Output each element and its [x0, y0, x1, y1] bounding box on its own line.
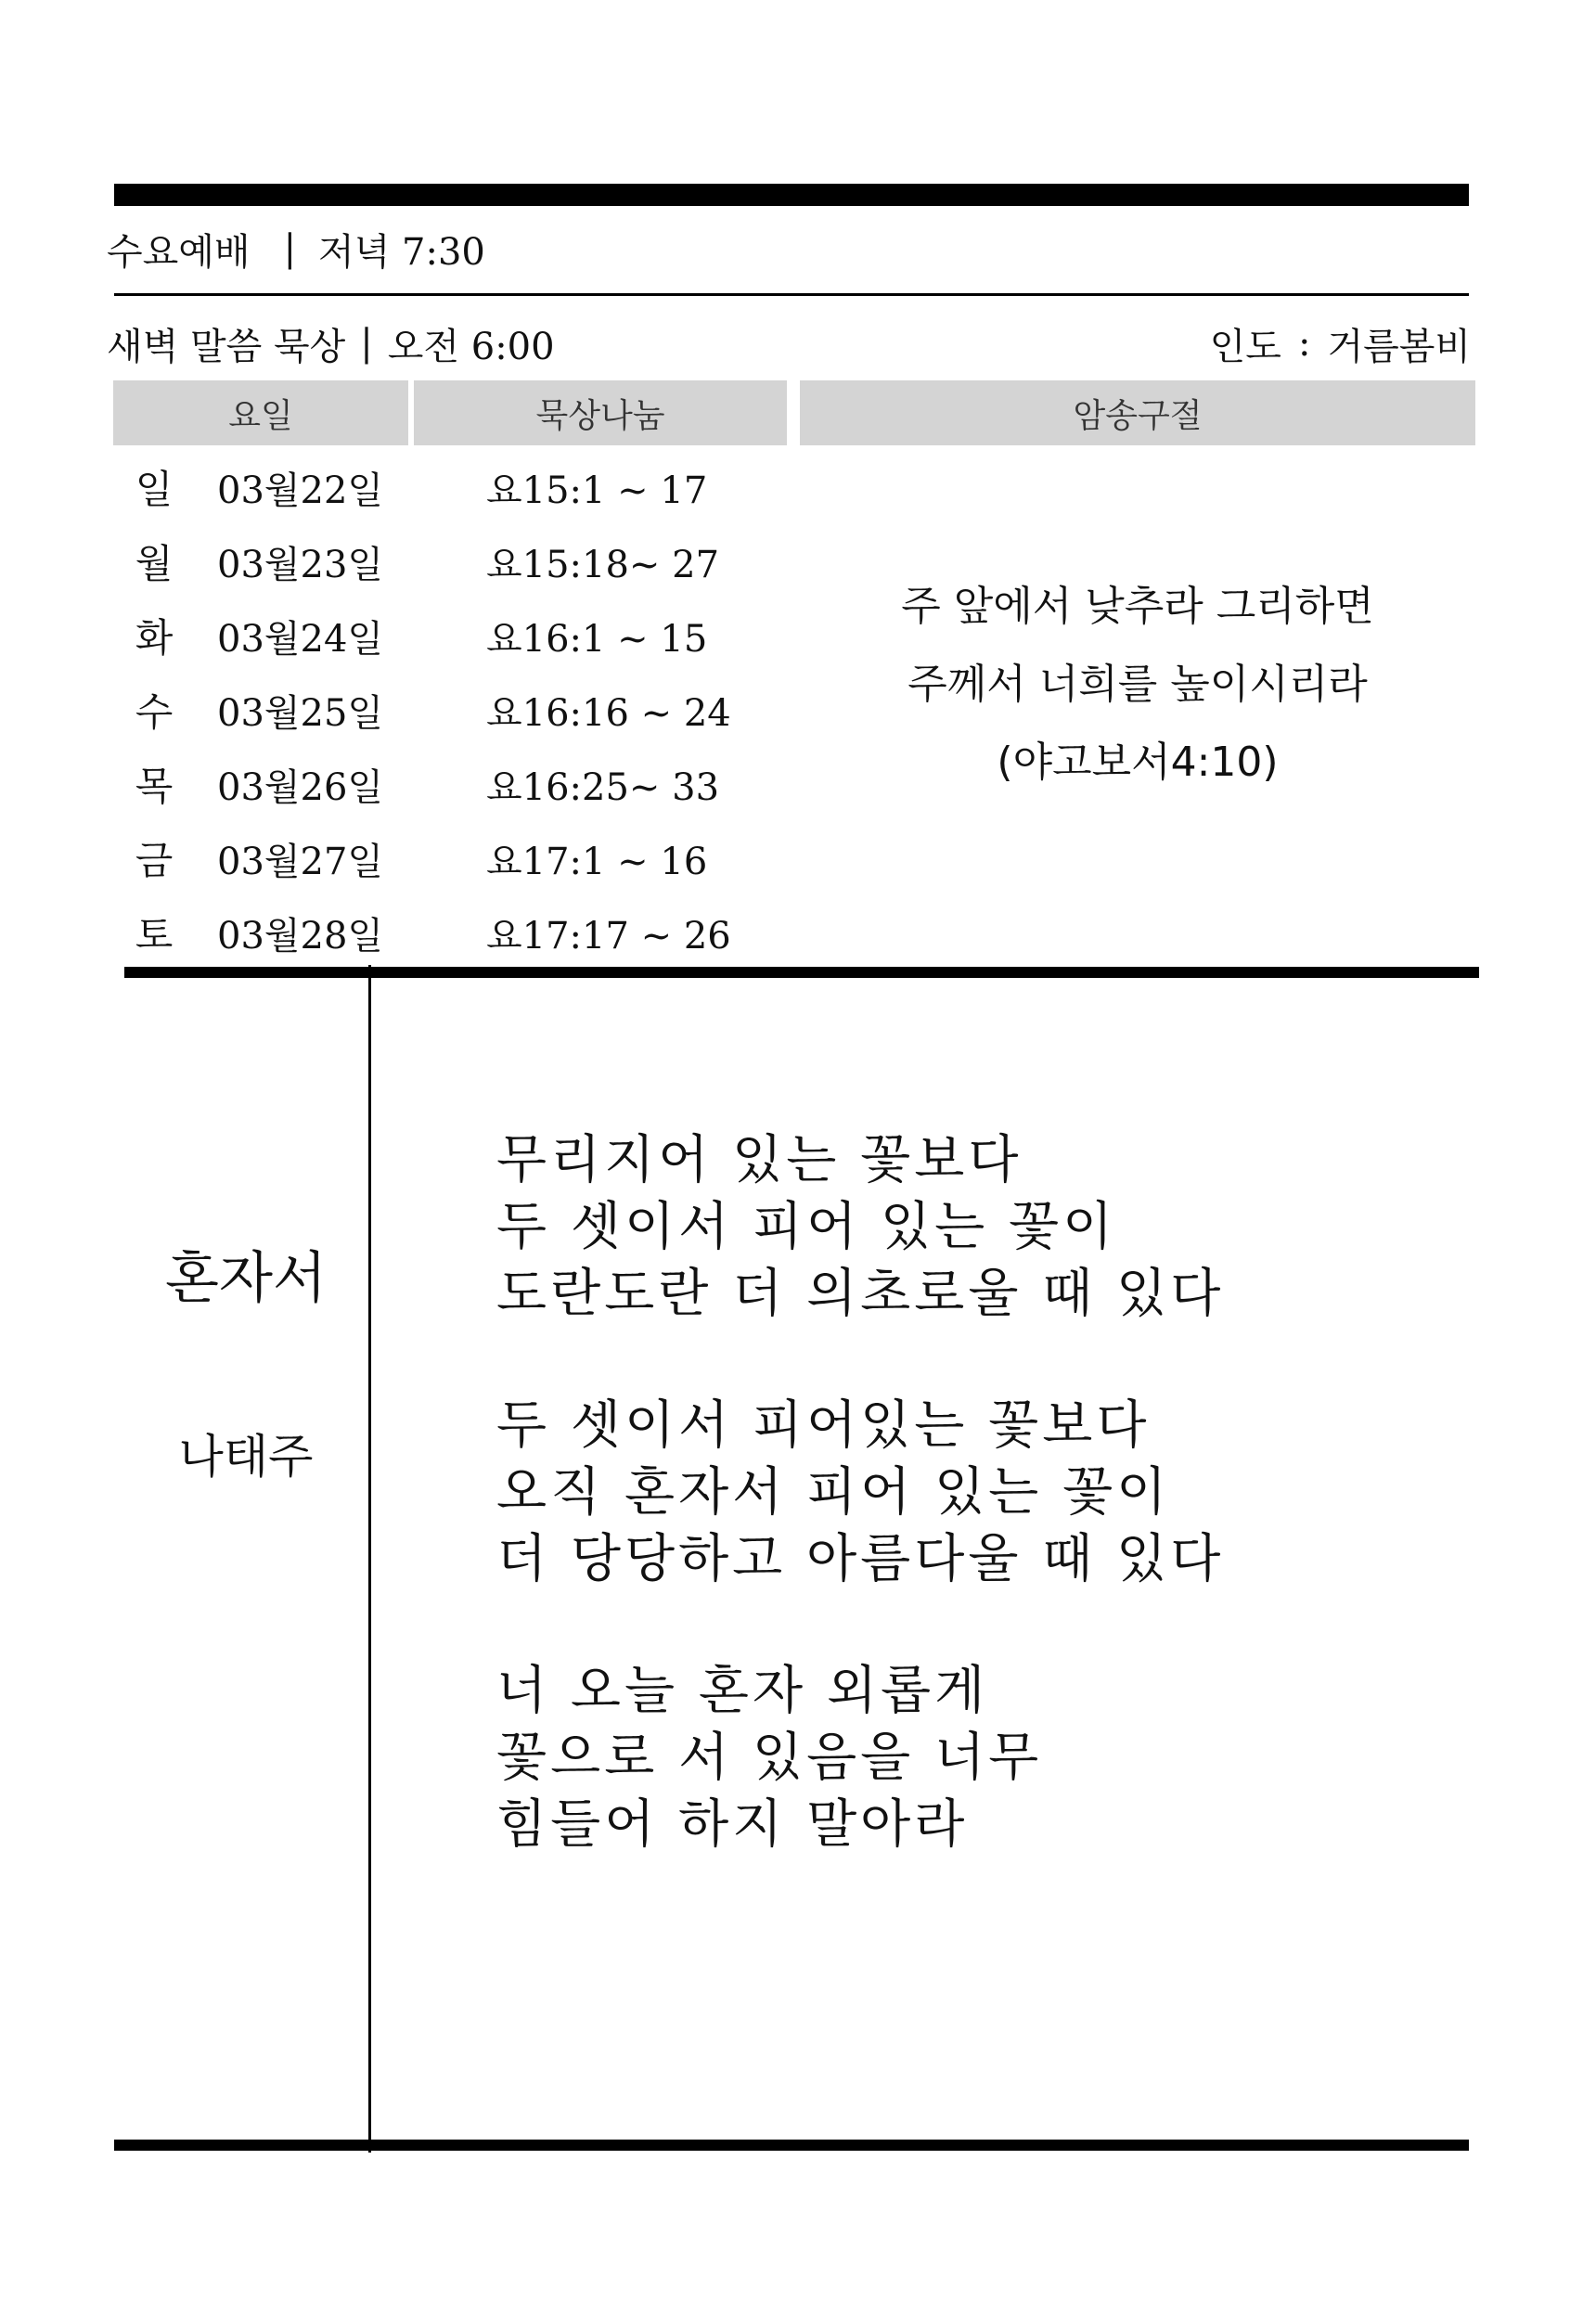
row-date: 03월27일 — [217, 840, 384, 883]
row-reading: 요17:17 ~ 26 — [486, 914, 731, 958]
row-weekday: 월 — [135, 541, 174, 586]
poem-line: 오직 혼자서 피어 있는 꽃이 — [496, 1462, 1171, 1523]
row-reading: 요17:1 ~ 16 — [486, 840, 708, 883]
poem-body — [496, 1127, 1461, 1923]
row-date: 03월22일 — [217, 469, 384, 512]
poem-line: 힘들어 하지 말아라 — [496, 1794, 969, 1855]
header-memory-verse: 암송구절 — [800, 380, 1475, 445]
row-date: 03월28일 — [217, 914, 384, 958]
poem-line: 너 오늘 혼자 외롭게 — [496, 1661, 989, 1721]
dawn-separator: | — [360, 322, 373, 365]
row-date: 03월25일 — [217, 691, 384, 735]
row-weekday: 목 — [135, 764, 174, 809]
table-row — [113, 747, 800, 821]
row-reading: 요16:25~ 33 — [486, 765, 720, 809]
bottom-divider-bar — [114, 2140, 1469, 2151]
vertical-divider — [368, 965, 371, 2153]
wednesday-service-time: 저녁 7:30 — [318, 230, 485, 274]
poem-line: 두 셋이서 피어 있는 꽃이 — [496, 1197, 1117, 1257]
poem-line: 두 셋이서 피어있는 꽃보다 — [496, 1395, 1151, 1456]
poem-title: 혼자서 — [165, 1246, 327, 1311]
table-row — [113, 895, 800, 970]
poem-author: 나태주 — [178, 1430, 314, 1484]
row-date: 03월24일 — [217, 617, 384, 661]
row-date: 03월26일 — [217, 765, 384, 809]
dawn-meditation-time: 오전 6:00 — [387, 325, 555, 368]
poem-stanza — [496, 1658, 1461, 1858]
middle-divider-bar — [124, 967, 1479, 978]
poem-line: 도란도란 더 의초로울 때 있다 — [496, 1264, 1225, 1324]
row-reading: 요16:1 ~ 15 — [486, 617, 708, 661]
poem-stanza — [496, 1393, 1461, 1593]
poem-stanza — [496, 1127, 1461, 1328]
row-reading: 요15:18~ 27 — [486, 543, 720, 586]
leader-name: 거름봄비 — [1327, 325, 1471, 368]
row-weekday: 일 — [135, 467, 174, 512]
wednesday-service-line — [107, 221, 1471, 276]
dawn-meditation-line — [107, 315, 1471, 371]
leader-colon: : — [1297, 322, 1311, 365]
header-reading: 묵상나눔 — [414, 380, 787, 445]
table-row — [113, 821, 800, 895]
table-row — [113, 598, 800, 673]
wednesday-service-title: 수요예배 — [107, 230, 251, 274]
row-weekday: 화 — [135, 615, 174, 661]
top-divider-bar — [114, 184, 1469, 206]
leader-label: 인도 — [1209, 325, 1281, 368]
row-reading: 요16:16 ~ 24 — [486, 691, 731, 735]
row-weekday: 금 — [135, 838, 174, 883]
row-date: 03월23일 — [217, 543, 384, 586]
row-weekday: 토 — [135, 912, 174, 958]
table-row — [113, 524, 800, 598]
poem-line: 꽃으로 서 있음을 너무 — [496, 1728, 1043, 1788]
row-reading: 요15:1 ~ 17 — [486, 469, 708, 512]
poem-line: 더 당당하고 아름다울 때 있다 — [496, 1529, 1225, 1589]
wednesday-underline — [114, 293, 1469, 296]
table-row — [113, 450, 800, 524]
memory-verse-line: 주 앞에서 낮추라 그리하면 — [901, 583, 1374, 630]
header-day: 요일 — [113, 380, 408, 445]
memory-verse-reference: (야고보서4:10) — [997, 739, 1279, 786]
row-weekday: 수 — [135, 689, 174, 735]
dawn-meditation-title: 새벽 말씀 묵상 — [107, 325, 346, 368]
wednesday-separator: | — [283, 227, 297, 270]
memory-verse-line: 주께서 너희를 높이시리라 — [907, 661, 1368, 708]
table-row — [113, 673, 800, 747]
poem-line: 무리지어 있는 꽃보다 — [496, 1130, 1023, 1190]
memory-verse — [800, 568, 1475, 802]
leader-info — [1210, 315, 1471, 371]
